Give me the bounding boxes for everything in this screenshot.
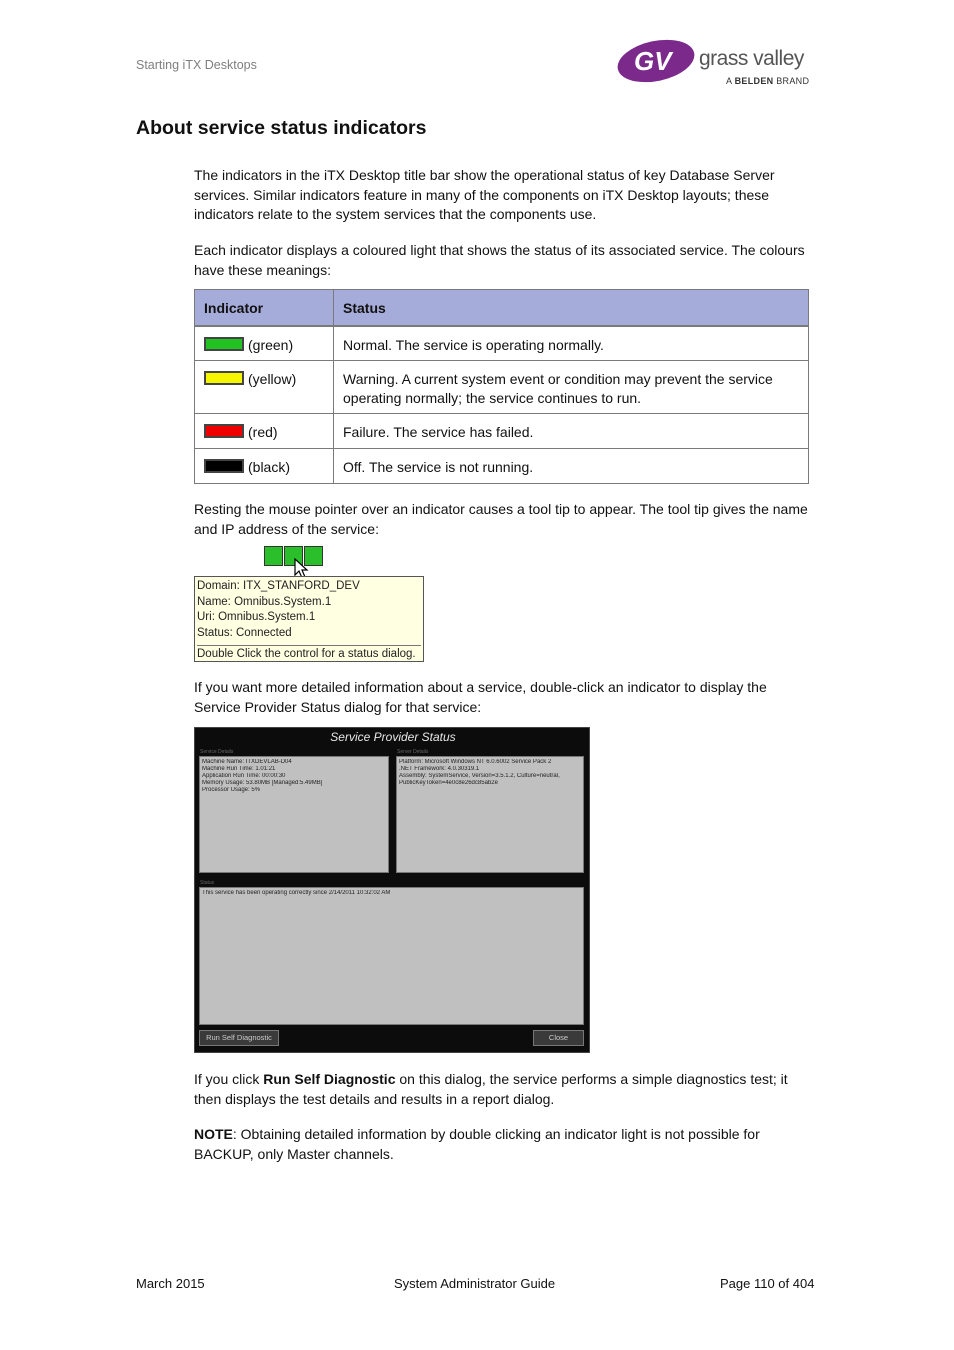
indicator-label: (black) <box>248 459 291 475</box>
status-cell: Failure. The service has failed. <box>334 414 809 449</box>
detail-line: Machine Run Time: 1.01:21 <box>202 766 276 772</box>
status-cell: Warning. A current system event or condition may prevent the service operating normally; the service continues to run. <box>334 361 809 414</box>
close-button[interactable]: Close <box>533 1030 584 1046</box>
detail-line: Platform: Microsoft Windows NT 6.0.6002 Service Pack 2 <box>399 759 552 765</box>
tooltip-name: Name: Omnibus.System.1 <box>197 595 332 608</box>
detail-line: Application Run Time: 00:00:30 <box>202 773 286 779</box>
tooltip-box <box>194 576 424 662</box>
intro-paragraph: The indicators in the iTX Desktop title bar show the operational status of key Database Server services. Similar indicators feature in many of the components on iTX Desktop layouts; these indicators relate to the system services that the components use. <box>194 167 775 222</box>
indicator-cell <box>195 449 334 484</box>
status-cell: Off. The service is not running. <box>334 449 809 484</box>
svg-text:GV: GV <box>634 46 672 76</box>
tooltip-hint: Double Click the control for a status dialog. <box>197 645 421 663</box>
table-row <box>195 414 809 449</box>
indicator-table <box>194 289 809 484</box>
indicator-swatch <box>204 459 244 473</box>
detail-line: PublicKeyToken=4e0c8e26dc85ab2e <box>399 780 498 786</box>
detail-line: .NET Framework: 4.0.30319.1 <box>399 766 480 772</box>
indicator-swatch <box>204 371 244 385</box>
indicator-swatch <box>204 337 244 351</box>
footer-date: March 2015 <box>136 1276 205 1291</box>
running-header: Starting iTX Desktops <box>136 58 257 72</box>
server-details-pane <box>396 756 584 873</box>
note-paragraph: NOTE: Obtaining detailed information by double clicking an indicator light is not possible for BACKUP, only Master channels. <box>194 1126 760 1162</box>
status-pane <box>199 887 584 1025</box>
footer-guide: System Administrator Guide <box>394 1276 556 1291</box>
column-header-status: Status <box>334 290 809 326</box>
tooltip-paragraph: Resting the mouse pointer over an indicator causes a tool tip to appear. The tool tip gives the name and IP address of the service: <box>194 501 808 537</box>
detail-line: Memory Usage: 53.80MB [Managed:5.49MB] <box>202 780 323 786</box>
tooltip-uri: Uri: Omnibus.System.1 <box>197 611 316 623</box>
grass-valley-logo <box>616 38 816 90</box>
indicator-label: (red) <box>248 424 278 440</box>
table-row <box>195 361 809 414</box>
indicator-label: (yellow) <box>248 371 297 387</box>
table-row <box>195 326 809 361</box>
status-text: This service has been operating correctly since 2/14/2011 10:32:02 AM <box>202 890 391 896</box>
indicator-cell <box>195 326 334 361</box>
tooltip-figure <box>194 546 426 664</box>
gv-logo-icon <box>616 38 698 84</box>
service-details-label: Service Details <box>200 749 234 755</box>
logo-wordmark: grass valley <box>699 47 804 70</box>
column-header-indicator: Indicator <box>195 290 334 326</box>
tooltip-status: Status: Connected <box>197 626 292 639</box>
server-details-label: Server Details <box>397 749 429 755</box>
indicator-light[interactable] <box>264 546 283 566</box>
status-cell: Normal. The service is operating normally. <box>334 326 809 361</box>
page-title: About service status indicators <box>136 117 427 139</box>
detail-line: Assembly: SystemService, Version=3.5.1.2, Culture=neutral, <box>399 773 560 779</box>
service-details-pane <box>199 756 389 873</box>
indicator-cell <box>195 361 334 414</box>
status-group-label: Status <box>200 880 215 886</box>
indicator-swatch <box>204 424 244 438</box>
indicator-cell <box>195 414 334 449</box>
dialog-paragraph: If you want more detailed information about a service, double-click an indicator to display the Service Provider Status dialog for that service: <box>194 679 767 715</box>
indicator-label: (green) <box>248 336 294 353</box>
dialog-title: Service Provider Status <box>330 730 456 744</box>
logo-tagline: A BELDEN BRAND <box>726 76 810 86</box>
service-provider-status-dialog <box>194 727 590 1053</box>
colours-paragraph: Each indicator displays a coloured light that shows the status of its associated service. The colours have these meanings: <box>194 242 805 278</box>
tooltip-domain: Domain: ITX_STANFORD_DEV <box>197 580 360 592</box>
detail-line: Processor Usage: 5% <box>202 787 261 793</box>
table-header-row <box>195 290 809 326</box>
table-row <box>195 449 809 484</box>
footer-page: Page 110 of 404 <box>720 1276 815 1291</box>
self-diagnostic-paragraph: If you click Run Self Diagnostic on this dialog, the service performs a simple diagnostics test; it then displays the test details and results in a report dialog. <box>194 1071 788 1107</box>
run-self-diagnostic-button[interactable]: Run Self Diagnostic <box>199 1030 279 1046</box>
detail-line: Machine Name: ITXDEVLAB-D04 <box>202 759 292 765</box>
